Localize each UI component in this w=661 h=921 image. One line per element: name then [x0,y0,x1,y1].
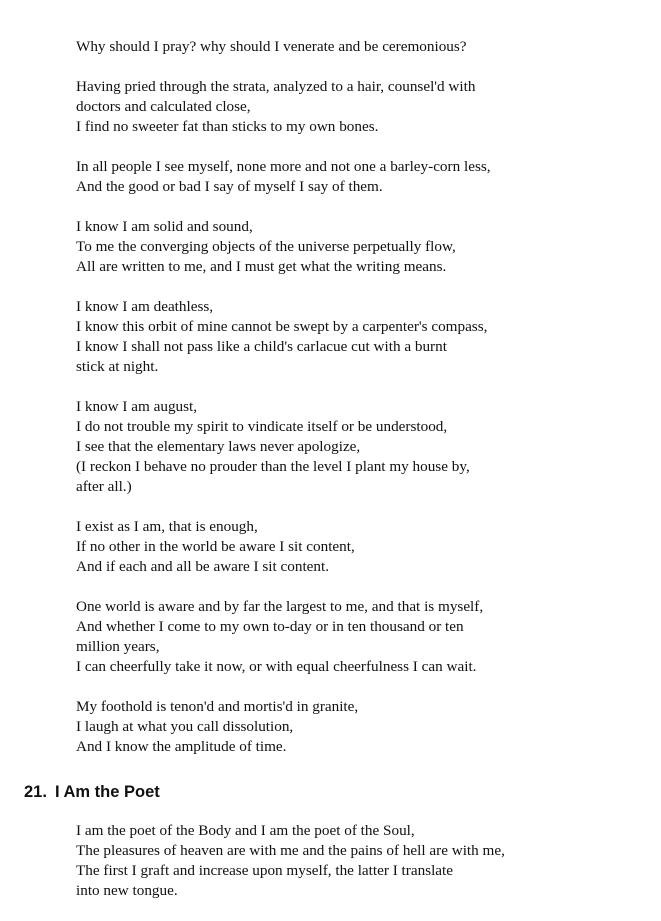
poem-line: I find no sweeter fat than sticks to my own bones. [76,118,379,135]
stanza [76,697,646,757]
poem-line: I am the poet of the Body and I am the poet of the Soul, [76,822,415,839]
stanza [76,517,646,577]
poem-line: And if each and all be aware I sit content. [76,558,330,575]
section-title: I Am the Poet [54,783,160,801]
poem-line: into new tongue. [76,882,178,899]
stanza [76,297,646,377]
poem-section-21 [76,821,646,921]
poem-line: And whether I come to my own to-day or in ten thousand or ten [76,618,464,635]
stanza [76,37,646,57]
poem-line: doctors and calculated close, [76,98,251,115]
poem-line: I know I shall not pass like a child's carlacue cut with a burnt [76,338,447,355]
poem-line: To me the converging objects of the universe perpetually flow, [76,238,456,255]
stanza [76,821,646,901]
stanza [76,157,646,197]
poem-line: And I know the amplitude of time. [76,738,287,755]
poem-line: I know I am august, [76,398,198,415]
stanza [76,397,646,497]
poem-line: I see that the elementary laws never apologize, [76,438,361,455]
poem-line: Why should I pray? why should I venerate and be ceremonious? [76,38,467,55]
poem-line: The pleasures of heaven are with me and the pains of hell are with me, [76,842,505,859]
poem-line: My foothold is tenon'd and mortis'd in granite, [76,698,359,715]
poem-line: I exist as I am, that is enough, [76,518,258,535]
poem-line: I laugh at what you call dissolution, [76,718,294,735]
stanza [76,597,646,677]
poem-line: million years, [76,638,160,655]
poem-line: And the good or bad I say of myself I say of them. [76,178,383,195]
poem-line: The first I graft and increase upon myself, the latter I translate [76,862,454,879]
section-heading [24,781,160,803]
stanza [76,217,646,277]
poem-line: All are written to me, and I must get what the writing means. [76,258,447,275]
poem-line: If no other in the world be aware I sit content, [76,538,355,555]
poem-line: after all.) [76,478,132,495]
poem-line: One world is aware and by far the largest to me, and that is myself, [76,598,484,615]
poem-line: In all people I see myself, none more and not one a barley-corn less, [76,158,491,175]
section-number: 21. [24,783,47,801]
poem-line: I know I am solid and sound, [76,218,253,235]
poem-section-20 [76,37,646,777]
poem-line: I can cheerfully take it now, or with equal cheerfulness I can wait. [76,658,477,675]
poem-line: stick at night. [76,358,159,375]
poem-line: I know I am deathless, [76,298,214,315]
poem-line: Having pried through the strata, analyzed to a hair, counsel'd with [76,78,476,95]
poem-line: I do not trouble my spirit to vindicate itself or be understood, [76,418,448,435]
stanza [76,77,646,137]
poem-line: I know this orbit of mine cannot be swept by a carpenter's compass, [76,318,488,335]
poem-line: (I reckon I behave no prouder than the level I plant my house by, [76,458,470,475]
